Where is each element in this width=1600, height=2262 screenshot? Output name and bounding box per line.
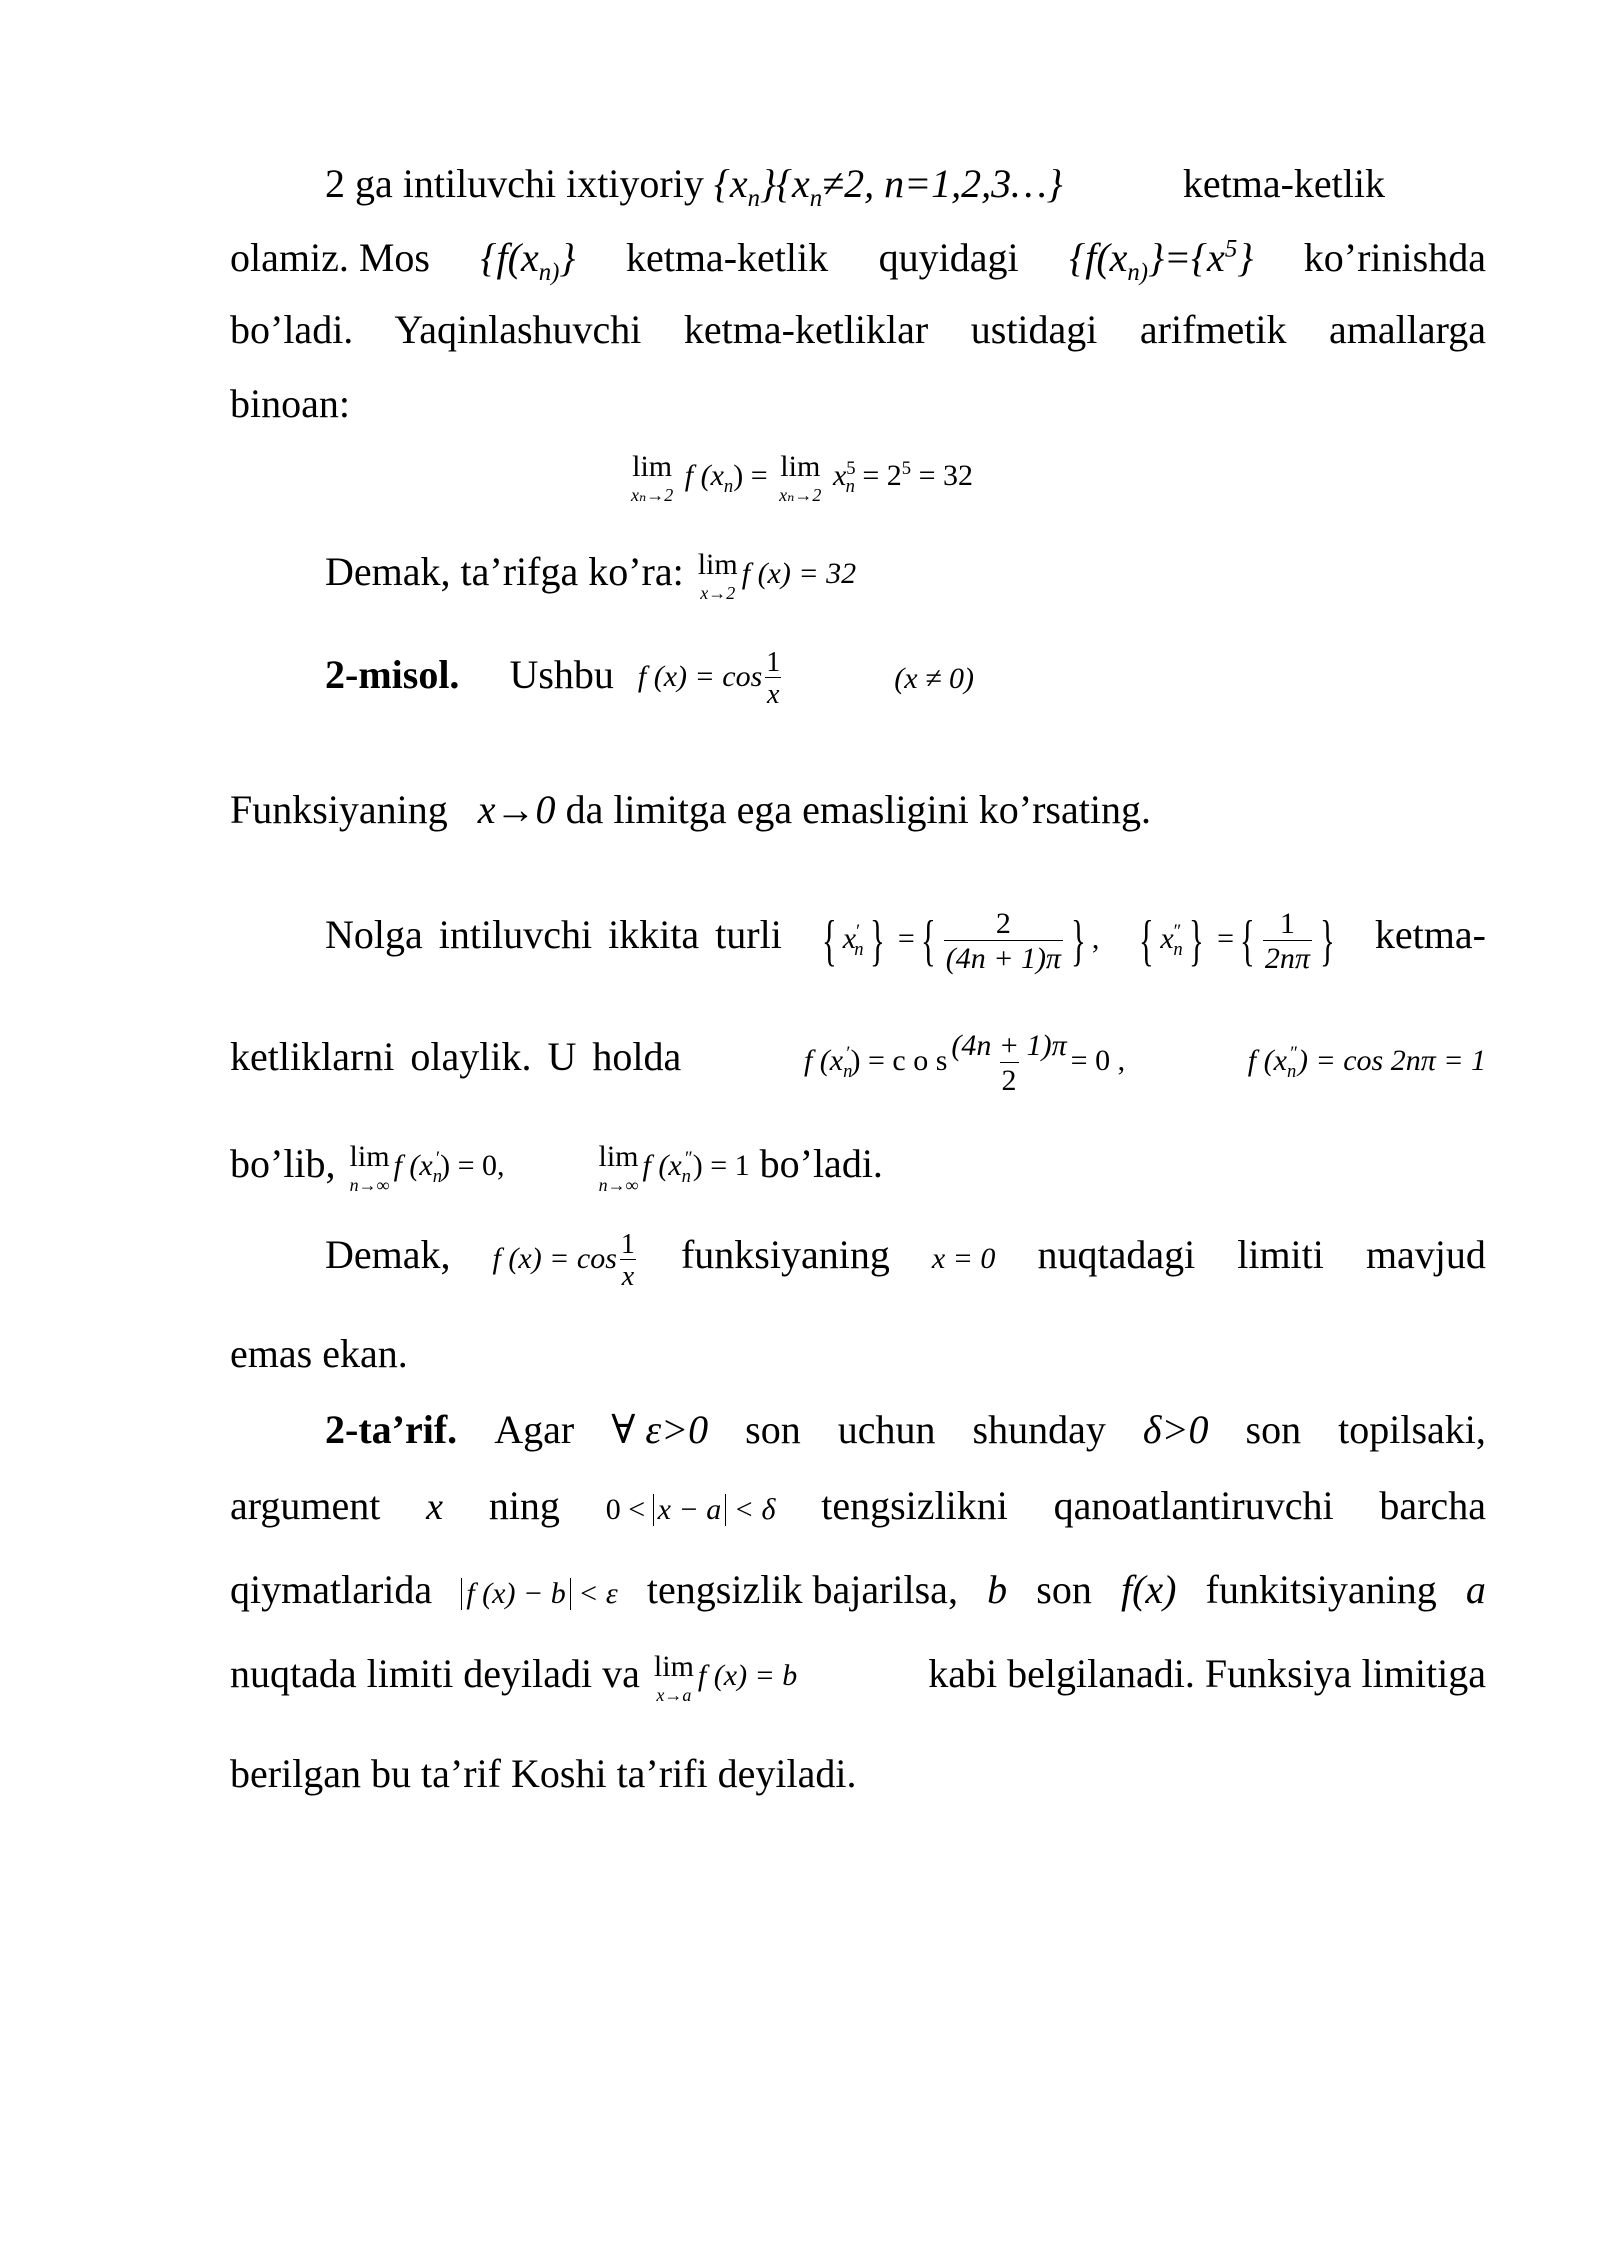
paragraph-line xyxy=(325,1230,1486,1292)
text: qiymatlarida xyxy=(230,1567,433,1612)
definition-line xyxy=(230,1566,1486,1618)
text: binoan: xyxy=(230,381,350,426)
text: Nolga intiluvchi ikkita turli xyxy=(325,911,782,957)
equation-f-prime: f $(x_n') = c$ o s $\frac{(4n + 1)\pi}{2}$ = 0 , xyxy=(803,1029,1126,1097)
condition: x = 0 xyxy=(931,1241,996,1275)
example-label: 2-misol. xyxy=(325,652,460,698)
math-inline: f(x) xyxy=(1120,1567,1177,1612)
paragraph-line xyxy=(230,1030,1486,1096)
text: berilgan bu ta’rif Koshi ta’rifi deyiladi. xyxy=(230,1751,857,1796)
text: kabi belgilanadi. Funksiya limitiga xyxy=(928,1651,1486,1696)
equation-function: f (x) = cos $\frac{1}{x}$ xyxy=(637,647,781,711)
math-inline: x→0 xyxy=(477,787,556,832)
text: ketma-ketlik xyxy=(625,235,829,280)
text: quyidagi xyxy=(878,235,1019,280)
text: son xyxy=(1245,1407,1302,1452)
text: nuqtada limiti deyiladi va xyxy=(230,1651,640,1696)
text: tengsizlikni xyxy=(821,1483,1008,1528)
text: 2 ga intiluvchi ixtiyoriy xyxy=(325,161,704,206)
text: nuqtadagi xyxy=(1037,1231,1196,1277)
text: bo’lib, xyxy=(230,1141,336,1186)
definition-line xyxy=(230,1650,1486,1704)
text: funksiyaning xyxy=(680,1231,890,1277)
math-inline: δ>0 xyxy=(1142,1407,1209,1452)
text: emas ekan. xyxy=(230,1331,408,1376)
text: shunday xyxy=(972,1407,1106,1452)
equation-limit-two: lim n→∞ f $(x_n'') = 1$ xyxy=(598,1139,750,1195)
condition: (x ≠ 0) xyxy=(894,661,975,695)
text: son xyxy=(1036,1567,1092,1612)
definition-line xyxy=(325,1406,1486,1454)
text: uchun xyxy=(837,1407,936,1452)
definition-line xyxy=(230,1482,1486,1534)
math-inline: b xyxy=(987,1567,1008,1612)
paragraph-line xyxy=(325,160,1385,212)
text: funkitsiyaning xyxy=(1205,1567,1437,1612)
text: Ushbu xyxy=(509,652,614,698)
text: ning xyxy=(488,1483,560,1528)
inequality: f (x) − b < ε xyxy=(461,1570,617,1618)
text: ko’rinishda xyxy=(1303,235,1486,280)
text: Agar xyxy=(494,1407,575,1452)
text: Demak, ta’rifga ko’ra: xyxy=(325,549,684,594)
paragraph-line xyxy=(230,1140,1486,1194)
text: topilsaki, xyxy=(1338,1407,1486,1452)
text: ketma- xyxy=(1374,911,1486,957)
paragraph-line xyxy=(325,908,1486,974)
math-inline: x xyxy=(426,1486,444,1528)
text: bo’ladi. Yaqinlashuvchi ketma-ketliklar ustidagi arifmetik amallarga xyxy=(230,307,1486,352)
math-inline: a xyxy=(1465,1567,1486,1612)
definition-label: 2-ta’rif. xyxy=(325,1407,458,1452)
text: argument xyxy=(230,1483,381,1528)
paragraph-line xyxy=(230,306,1486,354)
sequence-two: { $x''_n$ } = { $\frac{1}{2n\pi}$ } xyxy=(1139,907,1335,975)
math-fxn: {$f(x_{n)}\}$ xyxy=(480,235,576,286)
text: barcha xyxy=(1379,1483,1486,1528)
equation-function: f (x) = cos $\frac{1}{x}$ xyxy=(492,1229,635,1293)
text: qanoatlantiruvchi xyxy=(1053,1483,1334,1528)
paragraph-line xyxy=(230,1330,1486,1378)
math-sequence: $\{x_n\}\{x_n\ne 2$, n=1,2,3…} xyxy=(713,161,1063,212)
text: limiti xyxy=(1237,1231,1324,1277)
text: son xyxy=(745,1407,801,1452)
example-heading xyxy=(325,648,1486,710)
text: mavjud xyxy=(1365,1231,1486,1277)
inequality: 0 < x − a < δ xyxy=(605,1493,776,1526)
text: bo’ladi. xyxy=(759,1141,883,1186)
equation-f-double-prime: f $(x_n'') = \cos 2n\pi = 1$ xyxy=(1247,1042,1486,1082)
text: ketliklarni olaylik. U holda xyxy=(230,1033,682,1079)
text: da limitga ega emasligini ko’rsating. xyxy=(565,787,1151,832)
equation-limit: lim xₙ→2 f $(x_n)$ = lim xₙ→2 $x^5_n = 2^5 = 32$ xyxy=(630,450,973,505)
text: tengsizlik bajarilsa, xyxy=(646,1567,958,1612)
equation-limit-one: lim n→∞ f $(x_n') = 0$, xyxy=(349,1139,505,1195)
equation-limit-inline: lim x→a f (x) = b xyxy=(653,1649,798,1705)
sequence-one: { $x'_n$ } = { $\frac{2}{(4n + 1)\pi}$ } , xyxy=(821,907,1100,975)
text: ketma-ketlik xyxy=(1182,161,1385,206)
text: olamiz. Mos xyxy=(230,235,430,280)
text: Funksiyaning xyxy=(230,787,448,832)
math-fxn-def: {$f(x_{n)}\}=\{x^5\}$ xyxy=(1069,235,1254,286)
paragraph-line xyxy=(230,1750,1486,1798)
paragraph-line xyxy=(325,548,1486,602)
paragraph-line xyxy=(230,234,1486,286)
text: Demak, xyxy=(325,1231,451,1277)
equation-limit-inline: lim x→2 f (x) = 32 xyxy=(697,547,857,603)
paragraph-line xyxy=(230,786,1486,834)
paragraph-line xyxy=(230,380,1486,428)
math-inline: ∀ ε>0 xyxy=(611,1407,709,1452)
